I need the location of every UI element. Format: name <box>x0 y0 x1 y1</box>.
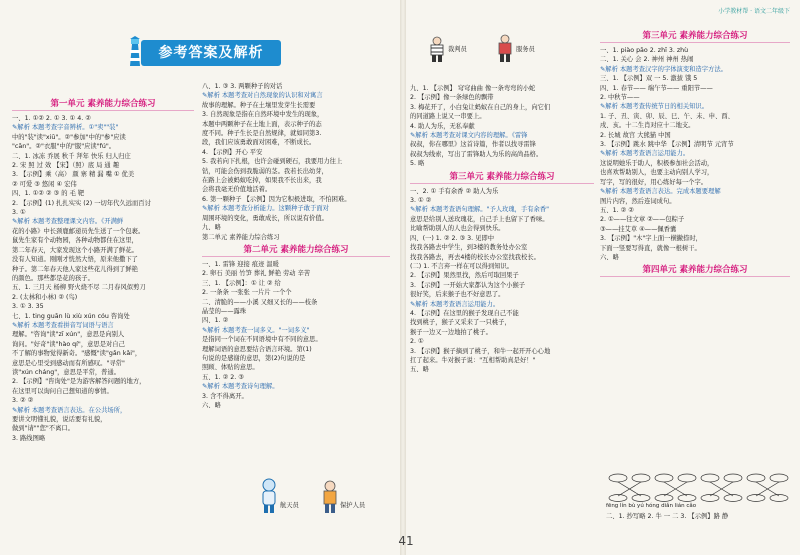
answer-line: 周围环境的变化，勇敢成长，所以说有价值。 <box>202 214 328 222</box>
explanation-line: ✎解析 本题考查语言表达。在公共场所， <box>12 406 127 414</box>
answer-line: 3. 【示例】一开始大家都认为这个小猴子 <box>410 281 526 289</box>
answer-line: 的同道路上说又一串要上。 <box>410 113 486 121</box>
explanation-line: ✎解析 本题考查诗句理解。 <box>202 383 279 391</box>
answer-line: 四、(一) 1. ② 2. ③ 3. 见即中 <box>410 234 495 242</box>
answer-line: 在路上会被蚂蚁吃掉，如果我不长出来，我 <box>202 177 322 185</box>
answer-line: 八、1. ③ 3. 两颗种子的对话 <box>202 83 283 90</box>
page-fold <box>400 0 406 555</box>
answer-line: 5. 我若向下扎根，也许会碰到硬石，我要用力往上 <box>202 158 343 166</box>
answer-line: ③——挂艾草 ④——佩香囊 <box>600 225 677 233</box>
answer-line: 叔叔，你在哪里》这首诗篇，作者以找寻雷锋 <box>410 141 536 149</box>
explanation-line: ✎解析 本题考查整理课文内容。《开满鲜 <box>12 218 124 226</box>
answer-line: 下面一竖要写得直，就像一根树干。 <box>600 244 701 252</box>
answer-line: 晶莹的——露珠 <box>202 307 247 315</box>
answer-line: 3. 自然现象是指在自然环境中发生的现象， <box>202 111 324 119</box>
answer-line: 2. 【示例】(1) 扎扎实实 (2) 一切年代久远而百讨 <box>12 199 151 207</box>
answer-line: 2. 长城 故宫 大熊猫 中国 <box>600 131 671 139</box>
unit-heading: 第三单元 素养能力综合练习 <box>600 30 790 43</box>
explanation-line: ✎解析 本题考查语言表达。完成本题要理解 <box>600 188 721 196</box>
answer-line: 要讲文明懂礼貌，说话要有礼貌， <box>12 416 107 423</box>
answer-line: 钻，可能会伤到我脆弱的茎。我若长出幼芽， <box>202 167 328 175</box>
answer-line: 五、略 <box>410 366 429 374</box>
answer-line: 句说的是感谢的意思，第(2)句说的是 <box>202 354 306 362</box>
answer-line: 6. 第一颗种子 【示例】因为它积极进取，不怕困难。 <box>202 195 351 203</box>
answer-line: 很好笑，后来猴子也不好意思了。 <box>410 291 505 299</box>
answer-line: "cān"。②"衣服"中的"服"应读"fú"。 <box>12 143 116 151</box>
answer-line: 六、略 <box>600 253 619 261</box>
answer-line: 四、1. ①② ② ③ 的 毛 靶 <box>12 190 85 198</box>
answer-line: 一、1. piào pāo 2. zhī 3. zhù <box>600 47 689 54</box>
answer-line: 2. 中秋节—— <box>600 94 640 102</box>
explanation-line: ✎解析 本题考查语言运用能力。 <box>600 150 690 158</box>
answer-line: 五、1. 三月天 杨柳 野火烧不尽 二月春风似剪刀 <box>12 284 146 292</box>
answer-line: 度不同。种子生长是自然规律，就如同第3. <box>202 130 322 138</box>
answer-line: 写字，写的很好，用心练好每一个字。 <box>600 178 708 186</box>
explanation-line: ✎解析 本题考查传统节日的相关知识。 <box>600 103 709 111</box>
answer-line: 3. 【示例】猴子摘到了桃子，和牛一起开开心心地 <box>410 347 551 355</box>
answer-line: 做到"请""您"不离口。 <box>12 425 74 433</box>
protector-figure <box>320 480 340 514</box>
column-1 <box>12 96 194 443</box>
answer-line: 四、1. ② <box>202 317 229 325</box>
answer-line: 3. ① <box>12 209 26 217</box>
answer-line: 2. 卵石 美丽 竹笋 葬礼 鲜艳 劳动 辛苦 <box>202 270 311 278</box>
answer-line: 叔叔为线索，写出了雷锋助人为乐的高尚品格。 <box>410 150 543 158</box>
answer-line: 的颜色。那些都是花的孩子。 <box>12 274 94 282</box>
answer-line: 三、1. 【示例】：① 让 ② 给 <box>202 279 281 287</box>
answer-line: 不了解的事物觉得新奇。"感慨"读"gǎn kǎi"， <box>12 350 142 358</box>
explanation-line: ✎解析 本题考查对课文内容的理解。《雷锋 <box>410 132 528 140</box>
answer-line: 3. 【示例】"木"字上面一横撇捺时， <box>600 235 702 243</box>
answer-line: 九、1. 【示例】 穹穹曲曲 像一条弯弯的小蛇 <box>410 85 536 92</box>
answer-line: 九、略 <box>202 224 221 232</box>
answer-line: 3. ① 3. 35 <box>12 303 44 311</box>
answer-line: 也喜欢帮助别人，也要主动向别人学习， <box>600 169 714 177</box>
answer-line: 找到桃子，猴子又采来了一只桃子， <box>410 319 511 327</box>
answer-line: 花的小路》中长颈鹿邮递员先生送了一个包裹。 <box>12 227 145 235</box>
answer-line: 3. 【示例】跳水 跳中华 【示例】清明节 元宵节 <box>600 141 734 149</box>
answer-line: 1. 子、丑、寅、卯、辰、巳、午、未、申、酉、 <box>600 112 734 120</box>
answer-line: 本题中两颗种子在土地上面，表示种子的态 <box>202 120 322 128</box>
answer-line: 找我各路去中学生，到3楼的教务处办公室 <box>410 244 528 252</box>
answer-line: 中的"装"读"xiū"。②"参加"中的"参"应读 <box>12 133 126 141</box>
service-label: 服务员 <box>516 46 535 53</box>
page-title: 参考答案及解析 <box>141 40 281 66</box>
answer-line: 4. 【示例】开心 平安 <box>202 148 263 156</box>
answer-line: 段，我们应该勇敢面对困难，不断成长。 <box>202 139 316 147</box>
explanation-line: ✎解析 本题考查语句理解。"予人玫瑰，手有余香" <box>410 206 550 214</box>
explanation-line: ✎解析 本题考查分析能力。这颗种子敢于面对 <box>202 205 329 213</box>
answer-line: 4. 【示例】在这里的猴子发现自己不能 <box>410 309 519 317</box>
answer-line: 2. 一条条 一张张 一片片 一个个 <box>202 289 292 297</box>
answer-line: 2. 【示例】果然里找，然后可取回果子 <box>410 272 519 280</box>
explanation-line: ✎解析 本题考查一词多义。"一词多义" <box>202 326 310 334</box>
answer-line: 四、1. 春节—— 端午节—— 重阳节—— <box>600 84 713 92</box>
answer-line: 鼠先生家有个动物园，各种动物都住在这里， <box>12 237 138 245</box>
referee-figure <box>428 36 446 62</box>
answer-line: 第二单元 素养能力综合练习 <box>202 233 280 241</box>
unit-heading: 第四单元 素养能力综合练习 <box>600 264 790 277</box>
answer-line: 五、1. ② 2. ③ <box>202 373 244 381</box>
answer-line: 意思是给别人送玫瑰花，自己手上也留下了香味。 <box>410 215 549 223</box>
matching-lines-diagram <box>606 472 790 502</box>
answer-line: 五、1. ② ② <box>600 206 634 214</box>
answer-line: 二、1. 冰冻 乔展 秋千 拜年 快乐 归人归庄 <box>12 152 131 160</box>
column-2 <box>202 82 390 410</box>
answer-line: 3. 含不得离开。 <box>202 392 248 400</box>
answer-line: 3. 梅花开了，小白兔让蚂蚁在自己的身上，向它们 <box>410 103 551 111</box>
answer-line: 2. 【示例】"咨询处"是为游客解答问题的地方， <box>12 378 146 386</box>
answer-line: 这说明她乐于助人，积极参加社会活动， <box>600 159 714 167</box>
answer-line: 是指同一个词在不同语境中有不同的意思。 <box>202 336 322 344</box>
answer-line: 种子。第二年春天他人家这些花儿得到了鲜艳 <box>12 265 138 273</box>
answer-line: 3. 【示例】乘（高） 颜 寨 精 漏 嘴 ① 优美 <box>12 171 135 179</box>
explanation-line: ✎解析 本题考查汉字的字体演变和造字方法。 <box>600 65 727 73</box>
answer-line: 理解词语的意思要结合语言环境。第(1) <box>202 345 312 353</box>
astronaut-figure <box>258 478 280 514</box>
answer-line: 3. 路线图略 <box>12 434 46 442</box>
answer-line: 读"xún cháng"，意思是平常，普通。 <box>12 368 121 376</box>
answer-line: 2. ① <box>410 338 424 346</box>
answer-line: 故事的理解。种子在土壤里发芽生长需要 <box>202 101 316 109</box>
explanation-line: ✎解析 本题考查语言运用能力。 <box>410 300 500 308</box>
answer-line: 找我各路去，再去4楼的校长办公室找我校长。 <box>410 253 540 261</box>
answer-line: 一、1. ①② 2. ① 3. ① 4. ② <box>12 115 91 122</box>
answer-line: 猴子一边又一边地拍了桃子。 <box>410 328 492 336</box>
answer-line: 3. ① ② <box>410 197 432 205</box>
answer-line: 七、1. ting guān lù xiù xún cóu 咨询处 <box>12 312 130 320</box>
answer-line: 扛了起来。牛对猴子说："互相帮助真是好！" <box>410 356 536 364</box>
answer-line: 二、1. 抄写略 2. 牛 一 二 3. 【示例】路 静 <box>606 513 729 520</box>
referee-label: 裁判员 <box>448 46 467 53</box>
answer-line: 在这里可以询问自己想知道的事情。 <box>12 387 113 395</box>
answer-line: ② 可爱 ③ 悠闲 ④ 宏伟 <box>12 180 77 188</box>
service-figure <box>496 34 514 62</box>
unit-heading: 第一单元 素养能力综合练习 <box>12 98 194 111</box>
unit-heading: 第二单元 素养能力综合练习 <box>202 244 390 257</box>
answer-line: 询问。"好奇"读"hào qí"，意思是对自己 <box>12 340 125 348</box>
answer-line: 意思是心里受到感动而有所感叹。"寻常" <box>12 359 125 367</box>
answer-line: 六、略 <box>202 402 221 409</box>
answer-line: 二、1. 关心 会 2. 神州 神州 热闹 <box>600 56 694 64</box>
answer-line: 2. 【示例】像一条绿色的飘带 <box>410 94 494 102</box>
pinyin-row: fēng lín bù yú hóng diǎn lián cǎo <box>606 503 697 509</box>
answer-line: 照顾、体贴的意思。 <box>202 364 259 372</box>
answer-line: 三、1. 【示例】双 一 5. 激拔 饿 5 <box>600 75 698 83</box>
answer-line: 比喻帮助别人的人也会得到快乐。 <box>410 225 505 233</box>
answer-line: 2. (太林和小林) ② (鸟) <box>12 293 78 301</box>
column-4 <box>600 28 790 280</box>
header-series: 小学教材帮 · 语文二年级下 <box>718 8 790 15</box>
answer-line: 理解。"咨询"读"zī xún"，意思是向别人 <box>12 331 125 339</box>
answer-line: 没有人知道。刚刚才恍然大悟，原来他撒下了 <box>12 256 138 264</box>
explanation-line: ✎解析 本题考查看拼音写词语与语言 <box>12 321 114 329</box>
protector-label: 保护人员 <box>340 502 366 509</box>
answer-line: 3. ② ② <box>12 397 34 405</box>
answer-line: 戌、亥。十二生肖对应十二地支。 <box>600 122 695 130</box>
answer-line: 会将我毫无价值地活着。 <box>202 186 272 194</box>
answer-line: 一、2. ① 手有余香 ② 助人为乐 <box>410 187 499 195</box>
page-number: 41 <box>398 534 414 548</box>
answer-line: (二) 1. 不言弃一样在可以得到知识。 <box>410 262 514 270</box>
unit-heading: 第三单元 素养能力综合练习 <box>410 171 594 184</box>
answer-line: 图片内容，然后连词成句。 <box>600 197 676 205</box>
answer-line: 一、1. 雷锋 迎接 痕迹 温暖 <box>202 260 279 268</box>
explanation-line: ✎解析 本题考查字音辨析。①"卖""装" <box>12 124 119 132</box>
column-3 <box>410 84 594 375</box>
answer-line: 4. 助人为乐，无私奉献 <box>410 122 475 130</box>
answer-line: 5. 略 <box>410 160 425 168</box>
answer-line: 二、清脆的——小溪 又细又长的——枝条 <box>202 298 318 306</box>
answer-line: 2. 宋 照 过 效 【宋】（照）底 局 通 趣 <box>12 162 120 170</box>
answer-line: 2. ①——往文章 ②——包粽子 <box>600 216 685 224</box>
answer-line: 第二年春天，大家发现这个小路开满了鲜花。 <box>12 246 138 254</box>
explanation-line: ✎解析 本题考查对自然现象的认识和对寓言 <box>202 92 323 100</box>
astronaut-label: 航天员 <box>280 502 299 509</box>
